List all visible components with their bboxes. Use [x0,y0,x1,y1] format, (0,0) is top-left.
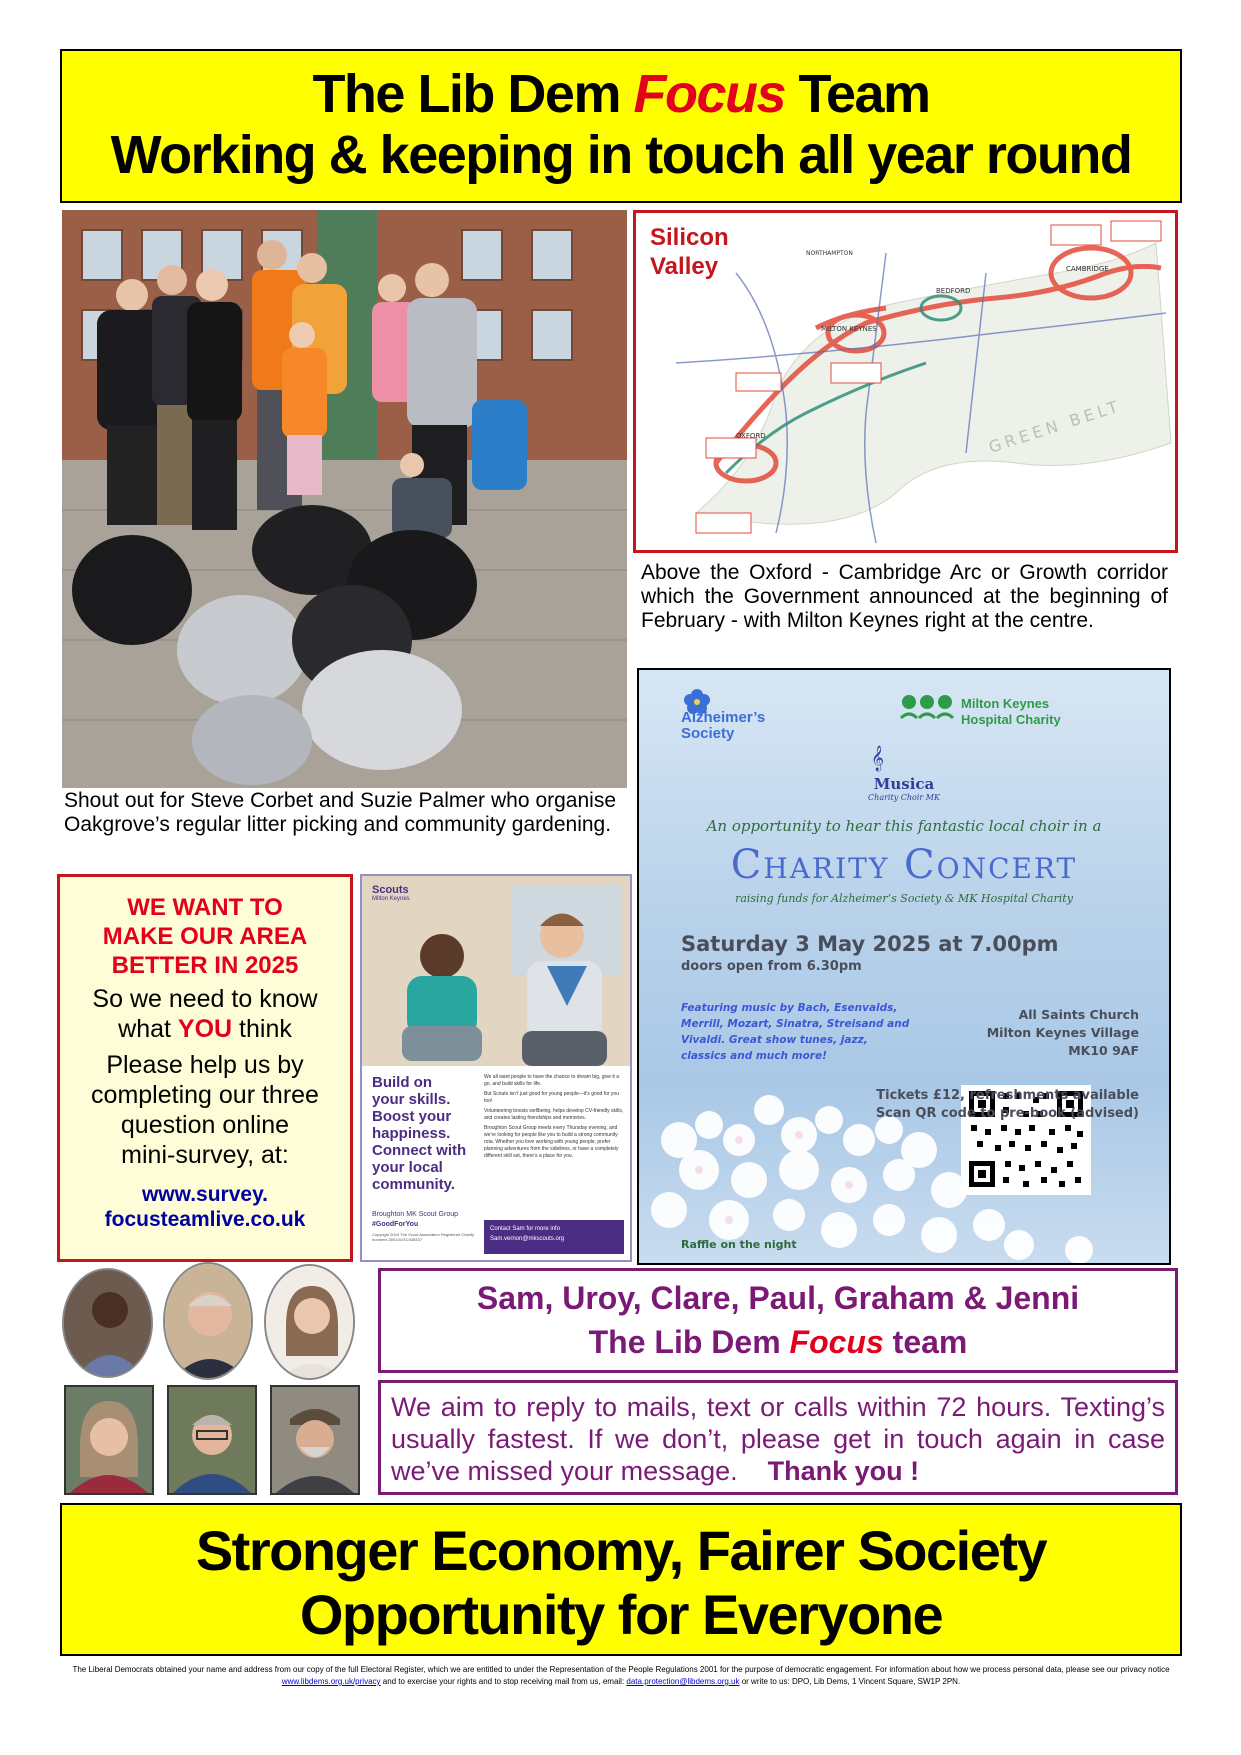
team-names: Sam, Uroy, Clare, Paul, Graham & Jenni [476,1280,1080,1316]
concert-doors: doors open from 6.30pm [681,959,862,974]
team-names-box [378,1268,1178,1373]
team-portrait-5-illustration [169,1387,255,1493]
mk-hospital-charity-logo: Milton Keynes Hospital Charity [961,696,1061,727]
concert-tickets: Tickets £12, refreshments available Scan QR code to pre-book (advised) [875,1088,1139,1121]
photo-caption: Shout out for Steve Corbet and Suzie Palmer who organise Oakgrove’s regular litter picking and community gardening. [64,789,616,836]
scouts-group: Broughton MK Scout Group #GoodForYou Copyright 2024 The Scout Association Registered Charity numbers 306101/SC038437 [372,1211,474,1242]
team-portrait-2 [163,1262,253,1380]
silicon-valley-map [633,210,1178,553]
concert-featuring: Featuring music by Bach, Esenvalds, Merrill, Mozart, Sinatra, Streisand and Vivaldi. Great show tunes, jazz, classics and much more! [681,1002,910,1062]
footer-line-2: Opportunity for Everyone [299,1583,943,1646]
header-line-1: The Lib Dem Focus Team [312,64,930,124]
header-banner [60,49,1182,203]
scouts-photo [362,876,630,1066]
team-portrait-1 [62,1268,153,1378]
team-portrait-3-illustration [266,1266,355,1380]
header-line-2: Working & keeping in touch all year round [110,125,1132,185]
map-label-oxford: OXFORD [736,432,766,440]
survey-text: So we need to know what YOU think Please help us by completing our three question online mini-survey, at: [91,985,319,1169]
map-label-bedford: BEDFORD [936,287,971,295]
team-portrait-4 [64,1385,154,1495]
thank-you: Thank you ! [767,1456,920,1486]
team-portrait-6-illustration [272,1387,358,1493]
team-portrait-3 [264,1264,355,1380]
map-title: Silicon Valley [650,224,729,280]
alzheimers-society-logo: Alzheimer’s Society [681,709,766,742]
scouts-logo: Scouts Milton Keynes [372,884,410,902]
litter-pick-illustration [62,210,627,788]
footer-line-1: Stronger Economy, Fairer Society [195,1519,1047,1582]
survey-headline: WE WANT TO MAKE OUR AREA BETTER IN 2025 [102,894,308,979]
focus-word: Focus [633,64,785,124]
scouts-photo-illustration [362,876,630,1066]
charity-concert-poster [637,668,1171,1265]
map-label-cambridge: CAMBRIDGE [1066,265,1109,273]
concert-intro: An opportunity to hear this fantastic local choir in a [706,817,1102,835]
scouts-contact: Contact Sam for more info Sam.vernon@mkscouts.org [484,1220,624,1254]
survey-link[interactable]: www.survey. focusteamlive.co.uk [104,1183,306,1231]
team-portrait-4-illustration [66,1387,152,1493]
team-subtitle: The Lib Dem Focus team [588,1324,968,1360]
scouts-headline: Build on your skills. Boost your happiness. Connect with your local community. [372,1074,467,1193]
map-label-milton-keynes: MILTON KEYNES [821,325,877,333]
footer-banner [60,1503,1182,1656]
concert-raising: raising funds for Alzheimer’s Society & MK Hospital Charity [735,892,1073,905]
team-portrait-2-illustration [165,1264,253,1380]
concert-raffle: Raffle on the night [681,1238,797,1251]
treble-clef-icon: 𝄞 [871,746,885,771]
scouts-flyer [360,874,632,1262]
team-portrait-6 [270,1385,360,1495]
concert-title: Charity Concert [730,842,1078,888]
team-portrait-5 [167,1385,257,1495]
imprint-legal: The Liberal Democrats obtained your name and address from our copy of the full Electoral Register, which we are entitled to under the Representation of the People Regulations 2001 for the purpose of democratic engagement. For information about how we process personal data, please see our privacy notice www.libdems.org.uk/privacy and to exercise your rights and to stop receiving mail from us, email: data.protection@libdems.org.uk or write to us: DPO, Lib Dems, 1 Vincent Square, SW1P 2PN. [72,1665,1170,1686]
map-label-green-belt: GREEN BELT [986,395,1124,457]
focus-word: Focus [789,1324,884,1360]
concert-venue: All Saints Church Milton Keynes Village MK10 9AF [986,1007,1139,1058]
musica-logo: Musica Charity Choir MK [868,775,940,802]
privacy-link[interactable]: www.libdems.org.uk/privacy [281,1677,381,1686]
team-portrait-1-illustration [64,1270,153,1378]
scouts-body: We all want people to have the chance to dream big, give it a go, and build skills for life. But Scouts isn’t just good for young people—it’s good for you too! Volunteering boosts wellbeing, helps develop CV-friendly skills, and creates lasting friendships and memories. Broughton Scout Group meets every Thursday evening, and we’re looking for people like you to build a strong community rota. Whether you love working with young people, prefer planning adventures from the sidelines, or have a completely different skill set, there’s a place for you. [484,1074,624,1159]
litter-pick-photo [62,210,627,788]
reply-promise-box: We aim to reply to mails, text or calls within 72 hours. Texting’s usually fastest. If we don’t, please get in touch again in case we’ve missed your message. Thank you ! [378,1380,1178,1495]
concert-date: Saturday 3 May 2025 at 7.00pm [681,932,1059,956]
survey-box [57,874,353,1262]
data-protection-email-link[interactable]: data.protection@libdems.org.uk [626,1677,740,1686]
map-caption: Above the Oxford - Cambridge Arc or Growth corridor which the Government announced at the beginning of February - with Milton Keynes right at the centre. [641,561,1168,632]
map-label-northampton: NORTHAMPTON [806,250,853,257]
